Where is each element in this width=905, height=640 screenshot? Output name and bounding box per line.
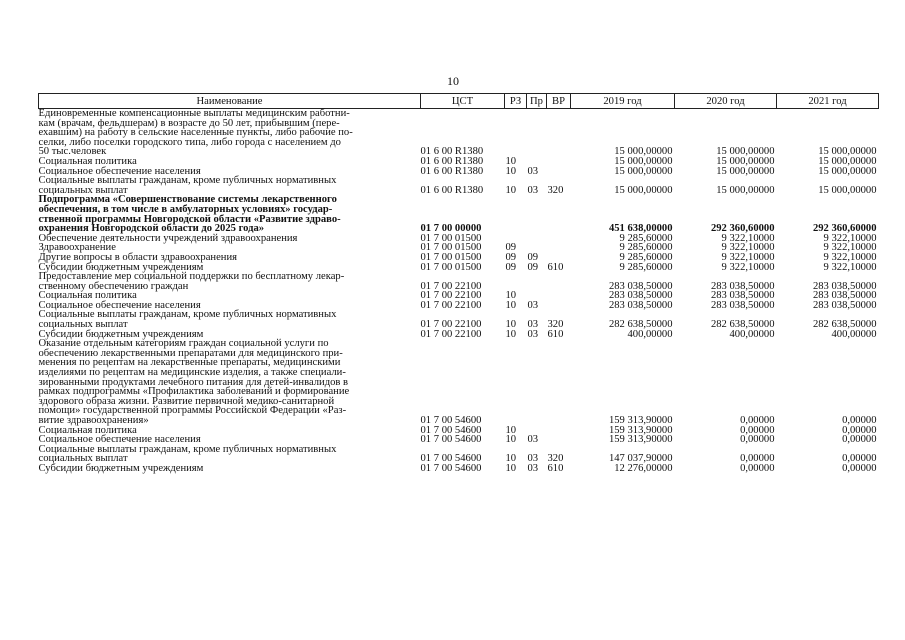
header-2019: 2019 год	[571, 94, 675, 109]
cell-cst: 01 7 00 54600	[420, 415, 482, 426]
cell-rz: 10	[505, 319, 517, 331]
cell-name	[39, 109, 421, 157]
table-row	[39, 464, 879, 474]
cell-name-line: Обеспечение деятельности учреждений здравоохранения	[38, 232, 298, 244]
cell-cst: 01 7 00 22100	[420, 319, 482, 331]
page-number: 10	[447, 74, 459, 88]
cell-name-line: Социальные выплаты гражданам, кроме публичных нормативных	[38, 443, 337, 455]
cell-name-line: Подпрограмма «Совершенствование системы лекарственного	[38, 194, 337, 206]
cell-pr	[527, 195, 547, 233]
cell-2020: 283 038,50000	[710, 299, 775, 311]
cell-name-line: Социальное обеспечение населения	[38, 434, 201, 446]
cell-2021: 283 038,50000	[812, 290, 877, 302]
cell-rz: 10	[505, 155, 517, 167]
cell-2020: 15 000,00000	[716, 184, 775, 196]
table-row	[39, 109, 879, 157]
cell-cst: 01 6 00 R1380	[420, 146, 484, 158]
cell-name-line: Здравоохранение	[38, 242, 116, 254]
cell-2020: 9 322,10000	[721, 242, 775, 254]
cell-vr	[547, 157, 571, 167]
cell-vr	[547, 109, 571, 157]
cell-name-line: ехавшим) на работу в сельские населенные пункты, либо рабочие по-	[38, 127, 353, 139]
cell-2019: 9 285,60000	[619, 251, 673, 263]
cell-2021: 9 322,10000	[823, 232, 877, 244]
cell-2021: 9 322,10000	[823, 261, 877, 273]
cell-pr: 03	[527, 319, 539, 331]
cell-pr: 03	[527, 184, 539, 196]
cell-name	[39, 464, 421, 474]
cell-cst: 01 7 00 22100	[420, 328, 482, 340]
cell-name-line: Социальная политика	[38, 290, 137, 302]
cell-vr	[547, 272, 571, 291]
table-body	[39, 109, 879, 474]
cell-cst: 01 7 00 01500	[420, 232, 482, 244]
cell-rz: 09	[505, 251, 517, 263]
table-row	[39, 272, 879, 291]
cell-rz: 10	[505, 424, 517, 436]
cell-name-line: помощи» государственной программы Российской Федерации «Раз-	[38, 405, 347, 417]
cell-name	[39, 195, 421, 233]
cell-cst: 01 7 00 54600	[420, 462, 482, 474]
cell-2019: 283 038,50000	[608, 290, 673, 302]
table-row	[39, 339, 879, 425]
cell-2020: 0,00000	[740, 462, 775, 474]
cell-2020: 283 038,50000	[710, 280, 775, 292]
cell-pr: 03	[527, 328, 539, 340]
cell-2020: 400,00000	[729, 328, 775, 340]
cell-rz: 10	[505, 290, 517, 302]
cell-rz: 10	[505, 462, 517, 474]
cell-name-line: социальных выплат	[38, 319, 128, 331]
cell-name-line: селки, либо поселки городского типа, либо города с населением до	[38, 136, 341, 148]
cell-cst: 01 6 00 R1380	[420, 155, 484, 167]
cell-pr: 09	[527, 251, 539, 263]
cell-cst: 01 7 00 00000	[420, 223, 482, 235]
cell-vr: 610	[547, 261, 564, 273]
cell-vr: 320	[547, 319, 564, 331]
cell-2021: 9 322,10000	[823, 251, 877, 263]
cell-cst: 01 7 00 54600	[420, 434, 482, 446]
cell-name-line: охранения Новгородской области до 2025 года»	[38, 223, 265, 235]
cell-cst: 01 7 00 01500	[420, 261, 482, 273]
table-row	[39, 445, 879, 464]
cell-pr	[527, 234, 547, 244]
cell-name-line: зированными продуктами лечебного питания для детей-инвалидов в	[38, 376, 349, 388]
cell-2019: 9 285,60000	[619, 232, 673, 244]
cell-2020: 0,00000	[740, 424, 775, 436]
cell-name-line: менения по рецептам на лекарственные препараты, медицинскими	[38, 357, 341, 369]
header-vr: ВР	[547, 94, 571, 109]
cell-2021: 283 038,50000	[812, 299, 877, 311]
cell-2021: 0,00000	[842, 453, 877, 465]
cell-name	[39, 445, 421, 464]
cell-name-line: обеспечения, в том числе в амбулаторных условиях» государ-	[38, 203, 333, 215]
cell-2019: 9 285,60000	[619, 261, 673, 273]
cell-2021: 15 000,00000	[818, 165, 877, 177]
cell-name-line: Субсидии бюджетным учреждениям	[38, 462, 204, 474]
cell-name-line: ственному обеспечению граждан	[38, 280, 189, 292]
cell-cst: 01 7 00 22100	[420, 280, 482, 292]
cell-name-line: Предоставление мер социальной поддержки по бесплатному лекар-	[38, 271, 345, 283]
cell-vr	[547, 301, 571, 311]
cell-name-line: витие здравоохранения»	[38, 415, 149, 426]
cell-vr	[547, 243, 571, 253]
cell-rz	[505, 339, 527, 425]
cell-name-line: Социальное обеспечение населения	[38, 299, 201, 311]
cell-2021: 15 000,00000	[818, 146, 877, 158]
cell-vr	[547, 435, 571, 445]
cell-2021: 0,00000	[842, 415, 877, 426]
cell-2021: 9 322,10000	[823, 242, 877, 254]
cell-name-line: Другие вопросы в области здравоохранения	[38, 251, 237, 263]
budget-table	[38, 93, 879, 474]
table-header-row	[39, 94, 879, 109]
cell-2019: 12 276,00000	[614, 462, 673, 474]
cell-2019: 15 000,00000	[614, 155, 673, 167]
cell-2020: 15 000,00000	[716, 155, 775, 167]
cell-name-line: социальных выплат	[38, 453, 128, 465]
cell-vr: 320	[547, 184, 564, 196]
cell-vr	[547, 195, 571, 233]
cell-vr	[547, 339, 571, 425]
cell-vr: 320	[547, 453, 564, 465]
cell-name-line: Субсидии бюджетным учреждениям	[38, 328, 204, 340]
header-name: Наименование	[39, 94, 421, 109]
cell-cst: 01 7 00 22100	[420, 299, 482, 311]
cell-2021: 0,00000	[842, 434, 877, 446]
cell-2020: 283 038,50000	[710, 290, 775, 302]
cell-vr	[547, 426, 571, 436]
cell-2019: 15 000,00000	[614, 165, 673, 177]
cell-vr	[547, 234, 571, 244]
cell-rz	[505, 272, 527, 291]
cell-cst: 01 7 00 01500	[420, 242, 482, 254]
cell-2020: 9 322,10000	[721, 261, 775, 273]
cell-2019: 400,00000	[627, 328, 673, 340]
cell-2021: 15 000,00000	[818, 184, 877, 196]
cell-2021: 292 360,60000	[812, 223, 877, 235]
cell-name-line: Социальное обеспечение населения	[38, 165, 201, 177]
cell-rz: 10	[505, 434, 517, 446]
cell-rz	[505, 195, 527, 233]
cell-name	[39, 272, 421, 291]
cell-pr: 03	[527, 453, 539, 465]
table-row	[39, 310, 879, 329]
cell-name-line: Социальные выплаты гражданам, кроме публичных нормативных	[38, 309, 337, 321]
cell-2021: 0,00000	[842, 462, 877, 474]
cell-2019: 15 000,00000	[614, 146, 673, 158]
cell-name-line: кам (врачам, фельдшерам) в возрасте до 50 лет, прибывшим (пере-	[38, 117, 340, 129]
cell-name-line: 50 тыс.человек	[38, 146, 107, 158]
header-rz: РЗ	[505, 94, 527, 109]
cell-2021: 400,00000	[831, 328, 877, 340]
cell-2019: 282 638,50000	[608, 319, 673, 331]
cell-rz: 10	[505, 184, 517, 196]
cell-name-line: рамках подпрограммы «Профилактика заболеваний и формирование	[38, 386, 350, 398]
header-pr: Пр	[527, 94, 547, 109]
cell-2021: 0,00000	[842, 424, 877, 436]
cell-name	[39, 339, 421, 425]
cell-2019: 147 037,90000	[608, 453, 673, 465]
cell-2021: 15 000,00000	[818, 155, 877, 167]
cell-2019: 283 038,50000	[608, 280, 673, 292]
cell-2020: 0,00000	[740, 453, 775, 465]
cell-2020: 282 638,50000	[710, 319, 775, 331]
cell-pr	[527, 339, 547, 425]
cell-2020: 15 000,00000	[716, 146, 775, 158]
cell-pr: 03	[527, 165, 539, 177]
cell-cst: 01 6 00 R1380	[420, 165, 484, 177]
cell-2020: 9 322,10000	[721, 251, 775, 263]
cell-2020: 9 322,10000	[721, 232, 775, 244]
cell-name-line: Субсидии бюджетным учреждениям	[38, 261, 204, 273]
cell-name-line: Социальная политика	[38, 155, 137, 167]
cell-2020: 15 000,00000	[716, 165, 775, 177]
table-row	[39, 195, 879, 233]
cell-pr: 09	[527, 261, 539, 273]
cell-pr: 03	[527, 299, 539, 311]
cell-2019: 451 638,00000	[608, 223, 673, 235]
cell-name-line: Социальные выплаты гражданам, кроме публичных нормативных	[38, 175, 337, 187]
cell-2019: 283 038,50000	[608, 299, 673, 311]
cell-rz: 09	[505, 261, 517, 273]
cell-2019: 159 313,90000	[608, 415, 673, 426]
cell-vr: 610	[547, 328, 564, 340]
cell-name-line: социальных выплат	[38, 184, 128, 196]
cell-2020: 0,00000	[740, 415, 775, 426]
cell-2021: 283 038,50000	[812, 280, 877, 292]
header-2021: 2021 год	[777, 94, 879, 109]
header-cst: ЦСТ	[421, 94, 505, 109]
cell-cst: 01 6 00 R1380	[420, 184, 484, 196]
cell-cst: 01 7 00 22100	[420, 290, 482, 302]
cell-name-line: Социальная политика	[38, 424, 137, 436]
cell-name-line: здорового образа жизни. Развитие первичной медико-санитарной	[38, 395, 335, 407]
cell-2021: 282 638,50000	[812, 319, 877, 331]
cell-rz: 10	[505, 453, 517, 465]
cell-name-line: ственной программы Новгородской области «Развитие здраво-	[38, 213, 341, 225]
cell-vr	[547, 291, 571, 301]
cell-rz	[505, 109, 527, 157]
cell-2019: 9 285,60000	[619, 242, 673, 254]
cell-cst: 01 7 00 54600	[420, 424, 482, 436]
cell-2020: 292 360,60000	[710, 223, 775, 235]
cell-cst: 01 7 00 01500	[420, 251, 482, 263]
table-row	[39, 176, 879, 195]
cell-2019: 159 313,90000	[608, 424, 673, 436]
cell-rz: 10	[505, 328, 517, 340]
cell-2019: 15 000,00000	[614, 184, 673, 196]
cell-rz: 09	[505, 242, 517, 254]
header-2020: 2020 год	[675, 94, 777, 109]
cell-pr	[527, 109, 547, 157]
cell-rz: 10	[505, 299, 517, 311]
cell-name	[39, 310, 421, 329]
cell-vr: 610	[547, 462, 564, 474]
cell-cst: 01 7 00 54600	[420, 453, 482, 465]
cell-name-line: Оказание отдельным категориям граждан социальной услуги по	[38, 338, 329, 350]
cell-pr: 03	[527, 462, 539, 474]
cell-pr	[527, 272, 547, 291]
cell-name-line: Единовременные компенсационные выплаты медицинским работни-	[38, 108, 350, 119]
cell-name	[39, 176, 421, 195]
cell-name-line: обеспечению лекарственными препаратами для медицинского при-	[38, 347, 343, 359]
cell-2020: 0,00000	[740, 434, 775, 446]
cell-vr	[547, 167, 571, 177]
cell-name-line: изделиями по рецептам на медицинские изделия, а также специали-	[38, 367, 346, 379]
cell-2019: 159 313,90000	[608, 434, 673, 446]
cell-pr: 03	[527, 434, 539, 446]
cell-rz: 10	[505, 165, 517, 177]
